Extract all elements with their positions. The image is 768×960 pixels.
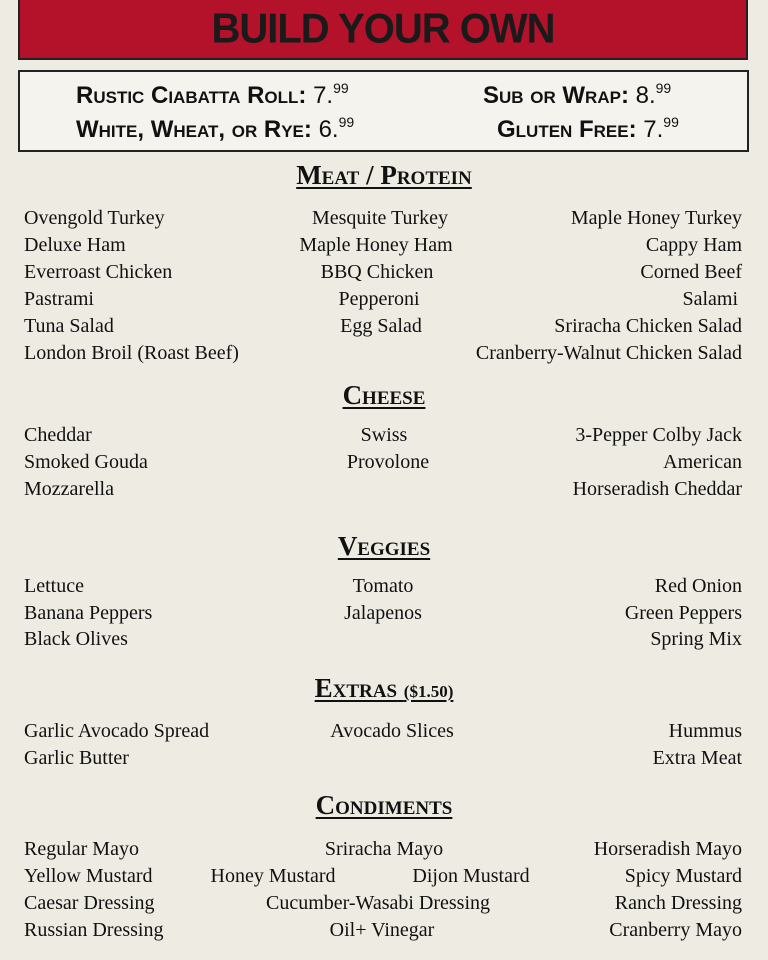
price-ciabatta: Rustic Ciabatta Roll: 7.99 [76,80,349,109]
menu-item: Garlic Avocado Spread [24,720,210,742]
menu-item: Mesquite Turkey [311,207,449,229]
menu-item: Avocado Slices [330,720,454,742]
menu-item: Horseradish Cheddar [572,478,742,500]
menu-item: Banana Peppers [24,602,153,624]
title-banner [18,0,748,60]
menu-item: Corned Beef [640,261,742,283]
menu-item: Cheddar [24,424,92,446]
menu-item: Red Onion [654,575,742,597]
menu-item: Everroast Chicken [24,261,173,283]
menu-item: London Broil (Roast Beef) [24,342,239,364]
price-white-wheat-rye: White, Wheat, or Rye: 6.99 [76,114,355,143]
menu-item: Oil+ Vinegar [329,919,435,941]
menu-item: BBQ Chicken [320,261,434,283]
menu-item: Swiss [360,424,408,446]
menu-item: Pepperoni [338,288,420,310]
bread-price-box [18,70,749,152]
menu-item: Yellow Mustard [24,865,153,887]
menu-item: Cranberry Mayo [609,919,742,941]
condiments-heading: Condiments [315,790,453,820]
menu-item: American [663,451,742,473]
menu-item: Egg Salad [340,315,422,337]
page-title: BUILD YOUR OWN [211,5,555,52]
meat-heading: Meat / Protein [296,160,472,190]
menu-item: Sriracha Chicken Salad [554,315,742,337]
menu-item: Cucumber-Wasabi Dressing [265,892,491,914]
menu-item: Green Peppers [624,602,742,624]
menu-item: Dijon Mustard [412,865,530,887]
price-sub-wrap: Sub or Wrap: 8.99 [483,80,672,109]
cheese-heading: Cheese [342,380,426,410]
menu-item: Cappy Ham [645,234,742,256]
menu-item: Maple Honey Turkey [570,207,742,229]
menu-item: Lettuce [24,575,84,597]
menu-item: Tomato [352,575,414,597]
menu-item: Garlic Butter [24,747,129,769]
menu-item: Ovengold Turkey [24,207,165,229]
menu-item: Smoked Gouda [24,451,148,473]
menu-item: Russian Dressing [24,919,164,941]
menu-item: Pastrami [24,288,94,310]
menu-item: Mozzarella [24,478,114,500]
menu-item: Tuna Salad [24,315,114,337]
menu-item: Horseradish Mayo [593,838,742,860]
menu-item: Regular Mayo [24,838,139,860]
menu-item: Caesar Dressing [24,892,155,914]
menu-item: 3-Pepper Colby Jack [575,424,742,446]
menu-item: Jalapenos [344,602,422,624]
menu-item: Extra Meat [652,747,742,769]
price-gluten-free: Gluten Free: 7.99 [497,114,679,143]
menu-item: Spicy Mustard [624,865,742,887]
extras-heading: Extras ($1.50) [314,673,454,703]
menu-item: Deluxe Ham [24,234,126,256]
menu-item: Black Olives [24,628,128,650]
menu-item: Spring Mix [650,628,742,650]
veggies-heading: Veggies [337,531,431,561]
menu-item: Salami [682,288,738,310]
menu-item: Honey Mustard [210,865,336,887]
menu-item: Ranch Dressing [614,892,742,914]
menu-item: Provolone [346,451,430,473]
menu-item: Sriracha Mayo [324,838,444,860]
menu-item: Cranberry-Walnut Chicken Salad [475,342,742,364]
menu-item: Maple Honey Ham [299,234,453,256]
menu-item: Hummus [668,720,742,742]
